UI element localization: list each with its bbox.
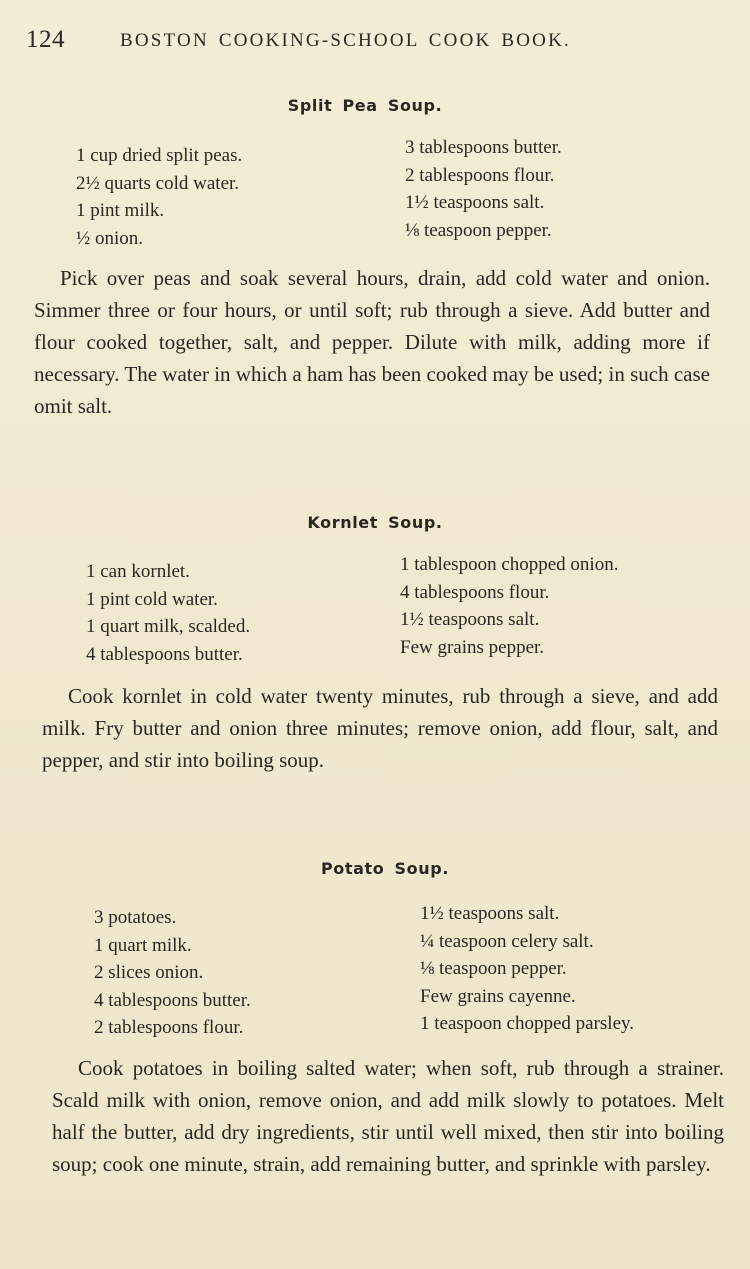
- ingredients-left: [76, 142, 376, 252]
- ingredient: 2 slices onion.: [94, 962, 204, 983]
- recipe-title: Kornlet Soup.: [307, 513, 443, 532]
- recipe-method: Cook kornlet in cold water twenty minutes, rub through a sieve, and add milk. Fry butter and onion three minutes; remove onion, add flour, salt, and pepper, and stir into boiling soup.: [42, 684, 718, 772]
- ingredient: 1½ teaspoons salt.: [405, 192, 545, 213]
- ingredients-right: [400, 551, 730, 661]
- recipe-method: Pick over peas and soak several hours, drain, add cold water and onion. Simmer three or four hours, or until soft; rub through a sieve. Add butter and flour cooked together, salt, and pepper. Dilute with milk, adding more if necessary. The water in which a ham has been cooked may be used; in such case omit salt.: [34, 266, 710, 418]
- ingredient: 1 tablespoon chopped onion.: [400, 554, 619, 575]
- ingredients-right: [405, 134, 725, 244]
- recipe-title: Potato Soup.: [320, 859, 449, 878]
- ingredient: 4 tablespoons flour.: [400, 581, 550, 603]
- ingredients-right: [420, 900, 730, 1038]
- ingredient: 1½ teaspoons salt.: [400, 609, 540, 630]
- ingredient: 1½ teaspoons salt.: [420, 903, 560, 924]
- ingredient: 1 teaspoon chopped parsley.: [420, 1013, 635, 1034]
- ingredient: 2 tablespoons flour.: [405, 164, 555, 186]
- recipe-method: Cook potatoes in boiling salted water; when soft, rub through a strainer. Scald milk with onion, remove onion, and add milk slowly to potatoes. Melt half the butter, add dry ingredients, stir until well mixed, then stir into boiling soup; cook one minute, strain, add remaining butter, and sprinkle with parsley.: [52, 1056, 724, 1176]
- ingredient: Few grains cayenne.: [420, 985, 576, 1007]
- ingredient: ⅛ teaspoon pepper.: [420, 958, 567, 979]
- ingredient: 4 tablespoons butter.: [94, 989, 251, 1011]
- ingredient: 1 can kornlet.: [86, 561, 190, 582]
- running-title: BOSTON COOKING-SCHOOL COOK BOOK.: [120, 30, 571, 51]
- ingredient: 1 quart milk.: [94, 934, 192, 956]
- ingredient: 2½ quarts cold water.: [76, 172, 240, 194]
- ingredient: 1 pint milk.: [76, 200, 165, 221]
- page-header: [26, 26, 726, 66]
- ingredient: 3 tablespoons butter.: [405, 137, 562, 158]
- ingredients-left: [86, 558, 386, 668]
- ingredient: 2 tablespoons flour.: [94, 1017, 244, 1038]
- ingredient: 1 quart milk, scalded.: [86, 616, 251, 637]
- ingredient: ¼ teaspoon celery salt.: [420, 930, 594, 952]
- ingredient: 1 pint cold water.: [86, 588, 218, 610]
- page-number: 124: [26, 26, 65, 53]
- ingredient: 1 cup dried split peas.: [76, 145, 243, 166]
- ingredients-left: [94, 904, 394, 1042]
- ingredient: ⅛ teaspoon pepper.: [405, 219, 552, 241]
- recipe-title: Split Pea Soup.: [287, 96, 443, 115]
- ingredient: Few grains pepper.: [400, 636, 545, 658]
- ingredient: 4 tablespoons butter.: [86, 643, 243, 665]
- ingredient: ½ onion.: [76, 227, 144, 249]
- ingredient: 3 potatoes.: [94, 907, 177, 928]
